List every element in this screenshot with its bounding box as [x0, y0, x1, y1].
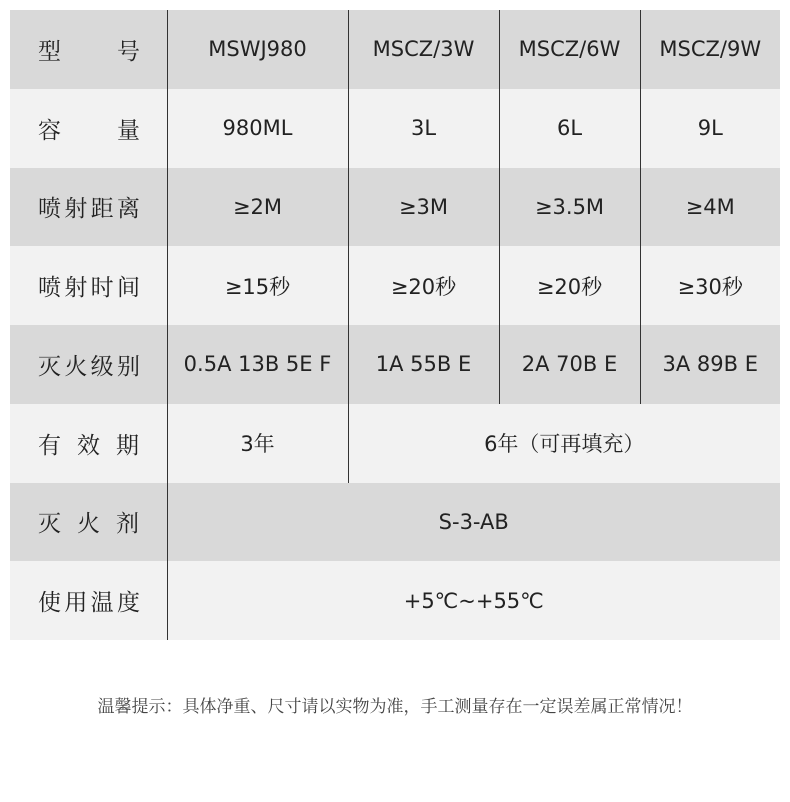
model-mscz-6w: MSCZ/6W — [499, 10, 640, 89]
validity-rest: 6年（可再填充） — [348, 404, 780, 483]
spray-time-value: ≥15秒 — [167, 246, 348, 325]
capacity-value: 9L — [640, 89, 780, 168]
spray-distance-value: ≥2M — [167, 168, 348, 247]
fire-rating-value: 3A 89B E — [640, 325, 780, 404]
model-mscz-9w: MSCZ/9W — [640, 10, 780, 89]
row-fire-rating — [10, 325, 780, 404]
spray-distance-value: ≥4M — [640, 168, 780, 247]
footer-note: 温馨提示：具体净重、尺寸请以实物为准，手工测量存在一定误差属正常情况！ — [97, 697, 693, 717]
label-model: 型 号 — [10, 10, 167, 89]
validity-first: 3年 — [167, 404, 348, 483]
fire-rating-value: 2A 70B E — [499, 325, 640, 404]
label-fire-rating: 灭火级别 — [10, 325, 167, 404]
label-capacity: 容 量 — [10, 89, 167, 168]
fire-rating-value: 1A 55B E — [348, 325, 499, 404]
model-mswj980: MSWJ980 — [167, 10, 348, 89]
label-spray-time: 喷射时间 — [10, 246, 167, 325]
row-temperature — [10, 561, 780, 640]
row-agent — [10, 483, 780, 562]
capacity-value: 6L — [499, 89, 640, 168]
spec-table — [10, 10, 780, 640]
spray-distance-value: ≥3M — [348, 168, 499, 247]
row-spray-time — [10, 246, 780, 325]
fire-rating-value: 0.5A 13B 5E F — [167, 325, 348, 404]
temperature-value: +5℃~+55℃ — [167, 561, 780, 640]
spray-time-value: ≥20秒 — [499, 246, 640, 325]
label-validity: 有 效 期 — [10, 404, 167, 483]
label-agent: 灭 火 剂 — [10, 483, 167, 562]
row-validity — [10, 404, 780, 483]
capacity-value: 980ML — [167, 89, 348, 168]
spray-distance-value: ≥3.5M — [499, 168, 640, 247]
capacity-value: 3L — [348, 89, 499, 168]
spray-time-value: ≥30秒 — [640, 246, 780, 325]
row-spray-distance — [10, 168, 780, 247]
row-model — [10, 10, 780, 89]
label-spray-distance: 喷射距离 — [10, 168, 167, 247]
model-mscz-3w: MSCZ/3W — [348, 10, 499, 89]
label-temperature: 使用温度 — [10, 561, 167, 640]
spray-time-value: ≥20秒 — [348, 246, 499, 325]
agent-value: S-3-AB — [167, 483, 780, 562]
row-capacity — [10, 89, 780, 168]
